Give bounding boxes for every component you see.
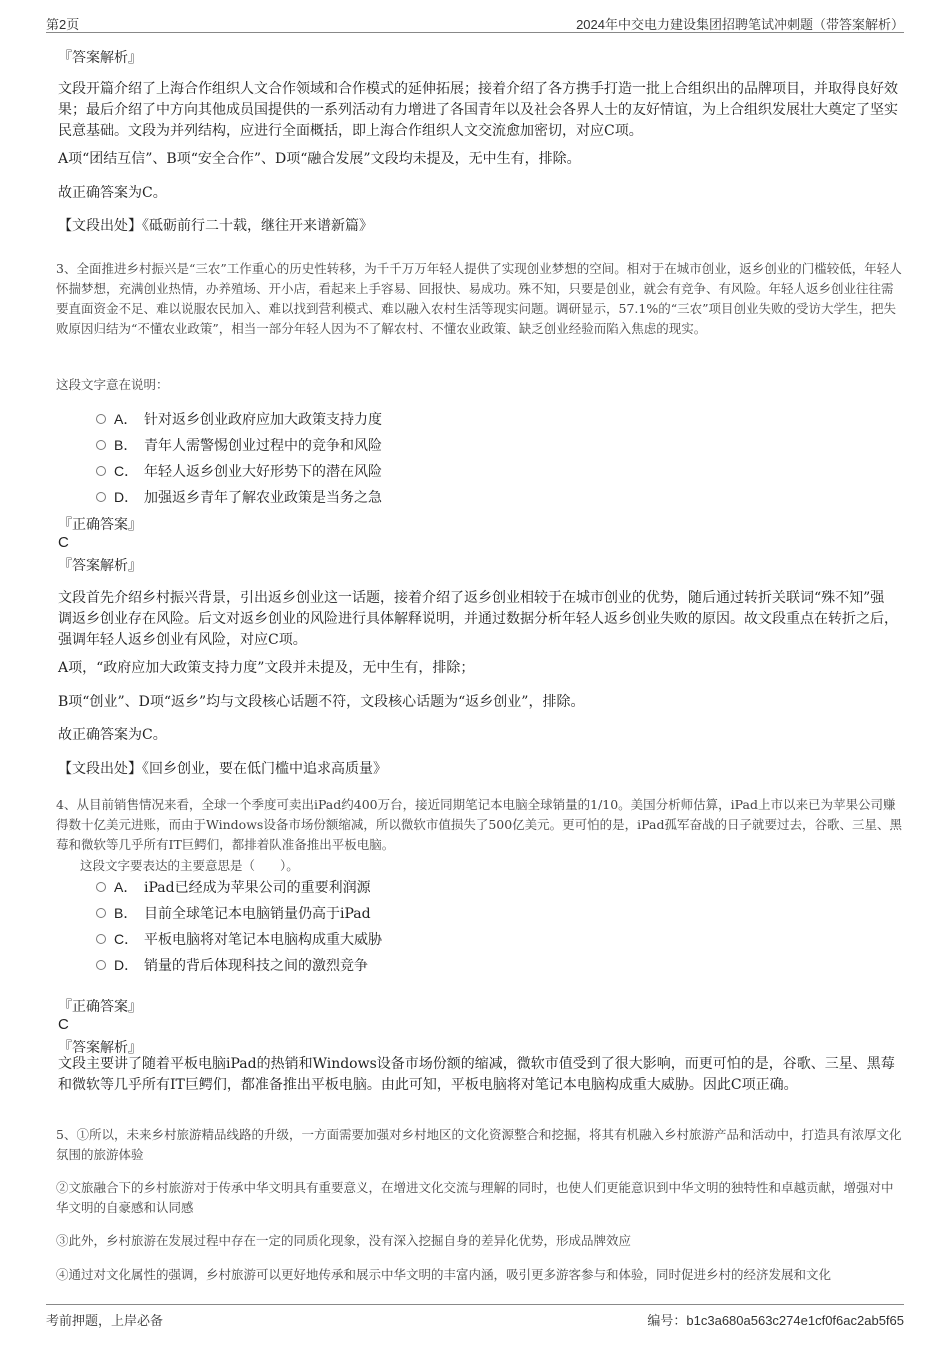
q4-question: 4、从目前销售情况来看，全球一个季度可卖出iPad约400万台，接近同期笔记本电脑全球销量的1/10。美国分析师估算，iPad上市以来已为苹果公司赚得数十亿美元进账，而由于Windows设备市场份额缩减，所以微软市值损失了500亿美元。更可怕的是，iPad孤军奋战的日子就要过去，谷歌、三星、黑莓和微软等几乎所有IT巨鳄们，都排着队准备推出平板电脑。 (56, 797, 902, 852)
q3-analysis-label: 『答案解析』 (58, 558, 142, 574)
radio-icon[interactable] (96, 882, 106, 892)
footer-slogan: 考前押题，上岸必备 (46, 1313, 164, 1328)
radio-icon[interactable] (96, 440, 106, 450)
q3-source: 【文段出处】《回乡创业，要在低门槛中追求高质量》 (58, 761, 387, 777)
radio-icon[interactable] (96, 492, 106, 502)
q3-exclude-bd: B项“创业”、D项“返乡”均与文段核心话题不符，文段核心话题为“返乡创业”，排除。 (58, 694, 585, 710)
q3-option-a[interactable]: A． 针对返乡创业政府应加大政策支持力度 (96, 409, 382, 431)
radio-icon[interactable] (96, 960, 106, 970)
q5-sentence-3: ③此外，乡村旅游在发展过程中存在一定的同质化现象，没有深入挖掘自身的差异化优势，形成品牌效应 (56, 1233, 632, 1248)
q3-analysis: 文段首先介绍乡村振兴背景，引出返乡创业这一话题，接着介绍了返乡创业相较于在城市创业的优势，随后通过转折关联词“殊不知”强调返乡创业存在风险。后文对返乡创业的风险进行具体解释说明，并通过数据分析年轻人返乡创业失败的原因。故文段重点在转折之后，强调年轻人返乡创业有风险，对应C项。 (58, 590, 898, 648)
q2-source: 【文段出处】《砥砺前行二十载，继往开来谱新篇》 (58, 218, 373, 234)
q3-option-d[interactable]: D． 加强返乡青年了解农业政策是当务之急 (96, 487, 382, 509)
q3-exclude-a: A项，“政府应加大政策支持力度”文段并未提及，无中生有，排除； (58, 660, 475, 676)
q5-sentence-1: 5、①所以，未来乡村旅游精品线路的升级，一方面需要加强对乡村地区的文化资源整合和挖掘，将其有机融入乡村旅游产品和活动中，打造具有浓厚文化氛围的旅游体验 (56, 1127, 902, 1162)
q4-answer: C (58, 1016, 69, 1033)
q5-sentence-4: ④通过对文化属性的强调，乡村旅游可以更好地传承和展示中华文明的丰富内涵，吸引更多游客参与和体验，同时促进乡村的经济发展和文化 (56, 1267, 832, 1282)
q4-option-c[interactable]: C． 平板电脑将对笔记本电脑构成重大威胁 (96, 929, 382, 951)
q2-conclusion: 故正确答案为C。 (58, 185, 167, 201)
q3-option-c[interactable]: C． 年轻人返乡创业大好形势下的潜在风险 (96, 461, 382, 483)
page-header (46, 10, 904, 33)
page-footer (46, 1304, 904, 1327)
document-id: 编号：b1c3a680a563c274e1cf0f6ac2ab5f65 (647, 1313, 904, 1328)
q4-option-b[interactable]: B． 目前全球笔记本电脑销量仍高于iPad (96, 903, 371, 925)
q4-analysis: 文段主要讲了随着平板电脑iPad的热销和Windows设备市场份额的缩减，微软市值受到了很大影响，而更可怕的是，谷歌、三星、黑莓和微软等几乎所有IT巨鳄们，都准备推出平板电脑。由此可知，平板电脑将对笔记本电脑构成重大威胁。因此C项正确。 (58, 1056, 895, 1093)
q3-answer: C (58, 534, 69, 551)
radio-icon[interactable] (96, 934, 106, 944)
q3-answer-label: 『正确答案』 (58, 517, 142, 533)
q3-question: 3、全面推进乡村振兴是“三农”工作重心的历史性转移，为千千万万年轻人提供了实现创业梦想的空间。相对于在城市创业，返乡创业的门槛较低，年轻人怀揣梦想，充满创业热情，办养殖场、开小店，看起来上手容易、回报快、易成功。殊不知，只要是创业，就会有竞争、有风险。年轻人返乡创业往往需要直面资金不足、难以说服农民加入、难以找到营利模式、难以融入农村生活等现实问题。调研显示，57.1%的“三农”项目创业失败的受访大学生，把失败原因归结为“不懂农业政策”，相当一部分年轻人因为不了解农村、不懂农业政策、缺乏创业经验而陷入焦虑的现实。 (56, 261, 902, 336)
radio-icon[interactable] (96, 414, 106, 424)
q4-analysis-label: 『答案解析』 (58, 1040, 142, 1056)
q4-option-a[interactable]: A． iPad已经成为苹果公司的重要利润源 (96, 877, 371, 899)
document-title: 2024年中交电力建设集团招聘笔试冲刺题（带答案解析） (576, 17, 904, 32)
page-number: 第2页 (46, 17, 80, 32)
q3-option-b[interactable]: B． 青年人需警惕创业过程中的竞争和风险 (96, 435, 382, 457)
q2-exclude: A项“团结互信”、B项“安全合作”、D项“融合发展”文段均未提及，无中生有，排除。 (58, 151, 581, 167)
q4-stem: 这段文字要表达的主要意思是（ ）。 (80, 858, 299, 873)
q2-analysis-label: 『答案解析』 (58, 50, 142, 66)
q4-answer-label: 『正确答案』 (58, 999, 142, 1015)
q5-sentence-2: ②文旅融合下的乡村旅游对于传承中华文明具有重要意义，在增进文化交流与理解的同时，也使人们更能意识到中华文明的独特性和卓越贡献，增强对中华文明的自豪感和认同感 (56, 1180, 894, 1215)
radio-icon[interactable] (96, 466, 106, 476)
q3-conclusion: 故正确答案为C。 (58, 727, 167, 743)
radio-icon[interactable] (96, 908, 106, 918)
q3-stem: 这段文字意在说明： (56, 377, 169, 392)
q2-analysis: 文段开篇介绍了上海合作组织人文合作领域和合作模式的延伸拓展；接着介绍了各方携手打造一批上合组织出的品牌项目，并取得良好效果；最后介绍了中方向其他成员国提供的一系列活动有力增进了各国青年以及社会各界人士的友好情谊，为上合组织发展壮大奠定了坚实民意基础。文段为并列结构，应进行全面概括，即上海合作组织人文交流愈加密切，对应C项。 (58, 81, 898, 139)
q4-option-d[interactable]: D． 销量的背后体现科技之间的激烈竞争 (96, 955, 368, 977)
